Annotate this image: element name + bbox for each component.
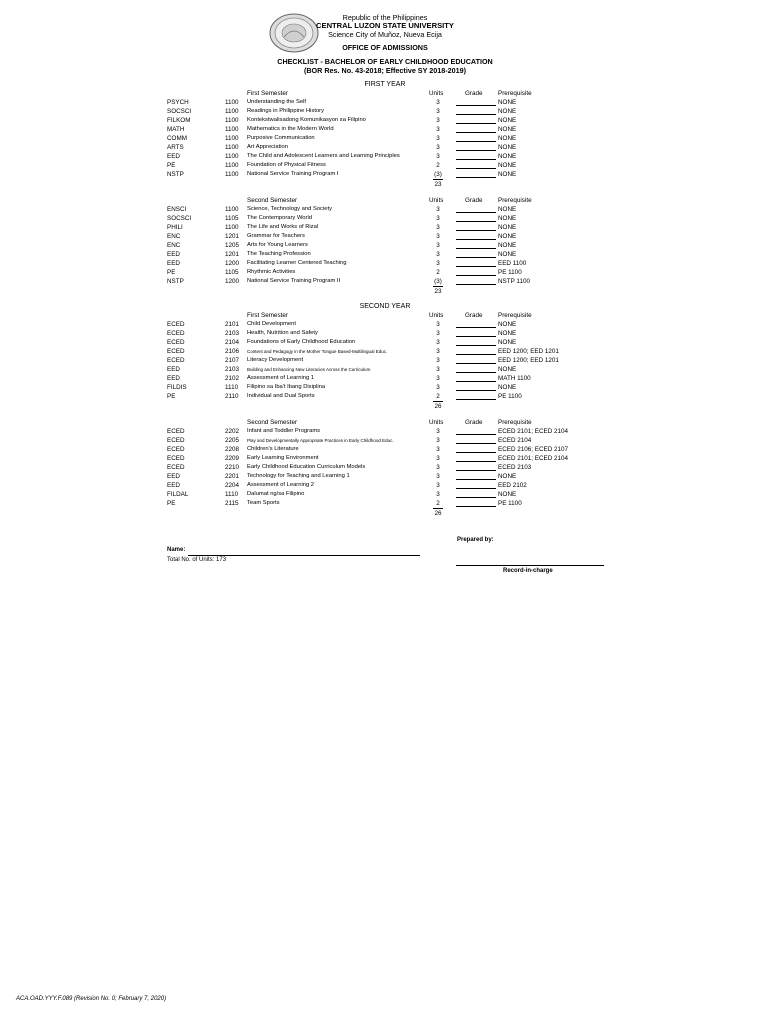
- course-units: 3: [436, 366, 440, 373]
- course-number: 2209: [225, 455, 240, 462]
- course-prerequisite: NONE: [498, 126, 517, 133]
- semester-total-units: 23: [434, 181, 442, 188]
- form-code-footer: ACA.OAD.YYY.F.089 (Revision No. 0; February 7, 2020): [16, 996, 167, 1002]
- course-prerequisite: NONE: [498, 144, 517, 151]
- course-units: 3: [436, 260, 440, 267]
- course-title: Child Development: [247, 321, 296, 327]
- course-code: ECED: [167, 464, 185, 471]
- course-units: 3: [436, 206, 440, 213]
- course-prerequisite: EED 1100: [498, 260, 527, 267]
- course-title: The Teaching Profession: [247, 251, 311, 257]
- course-code: EED: [167, 375, 180, 382]
- course-number: 2201: [225, 473, 240, 480]
- course-prerequisite: NONE: [498, 215, 517, 222]
- grade-field[interactable]: [456, 454, 496, 462]
- course-prerequisite: PE 1100: [498, 500, 522, 507]
- course-prerequisite: NONE: [498, 171, 517, 178]
- course-units: 3: [436, 215, 440, 222]
- prerequisite-header: Prerequisite: [498, 312, 532, 319]
- course-prerequisite: NONE: [498, 153, 517, 160]
- course-prerequisite: ECED 2103: [498, 464, 532, 471]
- course-prerequisite: NONE: [498, 321, 517, 328]
- total-units: Total No. of Units: 173: [167, 557, 227, 563]
- semester-label: First Semester: [247, 312, 288, 319]
- course-code: NSTP: [167, 171, 184, 178]
- grade-field[interactable]: [456, 214, 496, 222]
- semester-label: First Semester: [247, 90, 288, 97]
- course-code: ECED: [167, 357, 185, 364]
- course-prerequisite: EED 2102: [498, 482, 527, 489]
- course-number: 2202: [225, 428, 240, 435]
- course-title: Building and Enhancing New Literacies Across the Curriculum: [247, 367, 371, 372]
- name-line[interactable]: [188, 555, 420, 556]
- year-heading-second: SECOND YEAR: [359, 303, 411, 310]
- grade-field[interactable]: [456, 445, 496, 453]
- course-title: Literacy Development: [247, 357, 304, 363]
- course-units: 2: [436, 393, 440, 400]
- course-number: 1100: [225, 144, 239, 151]
- course-code: PE: [167, 269, 176, 276]
- course-number: 1201: [225, 251, 240, 258]
- course-number: 1100: [225, 126, 239, 133]
- semester-total-units: 23: [434, 288, 442, 295]
- grade-field[interactable]: [456, 499, 496, 507]
- course-code: ENSCI: [167, 206, 187, 213]
- grade-header: Grade: [465, 312, 483, 319]
- course-number: 2103: [225, 366, 240, 373]
- course-number: 2101: [225, 321, 240, 328]
- course-units: 3: [436, 437, 440, 444]
- grade-field[interactable]: [456, 472, 496, 480]
- course-units: (3): [434, 278, 442, 285]
- grade-field[interactable]: [456, 490, 496, 498]
- course-units: 3: [436, 251, 440, 258]
- course-code: EED: [167, 153, 180, 160]
- course-code: ECED: [167, 339, 185, 346]
- header-university: CENTRAL LUZON STATE UNIVERSITY: [316, 21, 454, 30]
- course-title: Play and Developmentally Appropriate Practices in Early Childhood Educ.: [247, 438, 394, 443]
- course-code: NSTP: [167, 278, 184, 285]
- course-number: 2204: [225, 482, 240, 489]
- resolution-note: (BOR Res. No. 43-2018; Effective SY 2018-2019): [303, 66, 467, 75]
- course-code: EED: [167, 366, 180, 373]
- course-prerequisite: MATH 1100: [498, 375, 531, 382]
- course-code: COMM: [167, 135, 187, 142]
- grade-field[interactable]: [456, 250, 496, 258]
- course-title: Arts for Young Learners: [247, 242, 308, 248]
- course-code: ENC: [167, 233, 181, 240]
- course-number: 1105: [225, 215, 239, 222]
- prepared-by-label: Prepared by:: [457, 537, 494, 543]
- course-code: ECED: [167, 321, 185, 328]
- course-title: Facilitating Learner Centered Teaching: [247, 260, 347, 266]
- course-title: The Child and Adolescent Learners and Learning Principles: [247, 153, 400, 159]
- course-number: 1205: [225, 242, 240, 249]
- grade-field[interactable]: [456, 427, 496, 435]
- course-title: National Service Training Program II: [247, 278, 341, 284]
- course-code: ECED: [167, 348, 185, 355]
- course-code: FILDIS: [167, 384, 187, 391]
- signature-line[interactable]: [456, 565, 604, 566]
- course-title: Rhythmic Activities: [247, 269, 296, 275]
- name-label: Name:: [167, 547, 186, 553]
- course-prerequisite: ECED 2101; ECED 2104: [498, 455, 569, 462]
- course-title: Content and Pedagogy in the Mother Tongue Based-Multilingual Educ.: [247, 349, 388, 354]
- course-number: 2103: [225, 330, 240, 337]
- course-units: 3: [436, 339, 440, 346]
- course-code: FILKOM: [167, 117, 191, 124]
- semester-total-units: 26: [434, 403, 442, 410]
- course-prerequisite: NONE: [498, 384, 517, 391]
- course-title: Early Childhood Education Curriculum Models: [247, 464, 366, 470]
- grade-field[interactable]: [456, 241, 496, 249]
- course-units: 3: [436, 321, 440, 328]
- course-title: Assessment of Learning 2: [247, 482, 315, 488]
- record-in-charge-label: Record-in-charge: [503, 568, 553, 574]
- course-number: 1200: [225, 260, 240, 267]
- grade-field[interactable]: [456, 436, 496, 444]
- checklist-title: CHECKLIST - BACHELOR OF EARLY CHILDHOOD EDUCATION: [277, 57, 493, 66]
- course-title: Infant and Toddler Programs: [247, 428, 321, 434]
- course-prerequisite: NSTP 1100: [498, 278, 530, 285]
- course-units: 2: [436, 500, 440, 507]
- course-units: 3: [436, 135, 440, 142]
- course-prerequisite: EED 1200; EED 1201: [498, 348, 559, 355]
- grade-field[interactable]: [456, 365, 496, 373]
- course-units: 3: [436, 491, 440, 498]
- grade-field[interactable]: [456, 152, 496, 160]
- course-units: 3: [436, 99, 440, 106]
- course-code: ENC: [167, 242, 181, 249]
- course-title: Dalumat ng/sa Filipino: [247, 491, 305, 497]
- grade-field[interactable]: [456, 392, 496, 400]
- course-prerequisite: NONE: [498, 251, 517, 258]
- course-units: (3): [434, 171, 442, 178]
- grade-field[interactable]: [456, 277, 496, 285]
- course-code: ECED: [167, 455, 185, 462]
- course-number: 1200: [225, 278, 240, 285]
- grade-field[interactable]: [456, 98, 496, 106]
- course-number: 1100: [225, 108, 239, 115]
- course-number: 2106: [225, 348, 240, 355]
- course-number: 1100: [225, 162, 239, 169]
- course-title: Health, Nutrition and Safety: [247, 330, 318, 336]
- grade-field[interactable]: [456, 463, 496, 471]
- prerequisite-header: Prerequisite: [498, 197, 532, 204]
- course-prerequisite: NONE: [498, 242, 517, 249]
- course-title: Foundation of Physical Fitness: [247, 162, 326, 168]
- grade-field[interactable]: [456, 107, 496, 115]
- course-title: Children's Literature: [247, 446, 299, 452]
- course-title: Early Learning Environment: [247, 455, 319, 461]
- course-code: PE: [167, 162, 176, 169]
- grade-field[interactable]: [456, 481, 496, 489]
- course-number: 1100: [225, 117, 239, 124]
- semester-label: Second Semester: [247, 419, 298, 426]
- grade-field[interactable]: [456, 205, 496, 213]
- course-number: 1110: [225, 491, 239, 498]
- course-title: Filipino sa Iba't Ibang Disiplina: [247, 384, 326, 390]
- units-header: Units: [429, 419, 444, 426]
- course-units: 3: [436, 153, 440, 160]
- course-units: 2: [436, 162, 440, 169]
- course-units: 3: [436, 473, 440, 480]
- course-units: 3: [436, 384, 440, 391]
- course-code: SOCSCI: [167, 215, 192, 222]
- course-code: EED: [167, 251, 180, 258]
- course-code: PE: [167, 500, 176, 507]
- grade-field[interactable]: [456, 338, 496, 346]
- course-code: ARTS: [167, 144, 184, 151]
- course-prerequisite: NONE: [498, 330, 517, 337]
- course-number: 1100: [225, 135, 239, 142]
- grade-field[interactable]: [456, 161, 496, 169]
- course-title: The Contemporary World: [247, 215, 312, 221]
- course-number: 2110: [225, 393, 239, 400]
- course-prerequisite: NONE: [498, 491, 517, 498]
- course-code: ECED: [167, 428, 185, 435]
- course-code: EED: [167, 260, 180, 267]
- grade-field[interactable]: [456, 125, 496, 133]
- grade-field[interactable]: [456, 134, 496, 142]
- course-title: Assessment of Learning 1: [247, 375, 315, 381]
- course-title: Readings in Philippine History: [247, 108, 325, 114]
- course-title: Understanding the Self: [247, 99, 306, 105]
- course-units: 3: [436, 455, 440, 462]
- course-units: 3: [436, 144, 440, 151]
- grade-field[interactable]: [456, 143, 496, 151]
- course-number: 2208: [225, 446, 240, 453]
- course-prerequisite: NONE: [498, 135, 517, 142]
- grade-field[interactable]: [456, 232, 496, 240]
- semester-label: Second Semester: [247, 197, 298, 204]
- course-prerequisite: NONE: [498, 99, 517, 106]
- year-heading-first: FIRST YEAR: [364, 81, 406, 88]
- course-prerequisite: PE 1100: [498, 269, 522, 276]
- course-code: PSYCH: [167, 99, 189, 106]
- course-title: The Life and Works of Rizal: [247, 224, 319, 230]
- course-number: 2102: [225, 375, 240, 382]
- grade-field[interactable]: [456, 320, 496, 328]
- course-number: 1100: [225, 99, 239, 106]
- grade-field[interactable]: [456, 259, 496, 267]
- course-units: 3: [436, 126, 440, 133]
- course-number: 1100: [225, 224, 239, 231]
- course-prerequisite: EED 1200; EED 1201: [498, 357, 559, 364]
- units-header: Units: [429, 312, 444, 319]
- grade-field[interactable]: [456, 347, 496, 355]
- course-number: 1105: [225, 269, 239, 276]
- course-number: 1110: [225, 384, 239, 391]
- grade-field[interactable]: [456, 374, 496, 382]
- course-code: EED: [167, 473, 180, 480]
- course-prerequisite: PE 1100: [498, 393, 522, 400]
- header-republic: Republic of the Philippines: [342, 13, 428, 22]
- course-title: Grammar for Teachers: [247, 233, 305, 239]
- grade-field[interactable]: [456, 268, 496, 276]
- course-prerequisite: NONE: [498, 233, 517, 240]
- course-units: 3: [436, 242, 440, 249]
- course-title: Science, Technology and Society: [247, 206, 332, 212]
- course-units: 3: [436, 224, 440, 231]
- prerequisite-header: Prerequisite: [498, 90, 532, 97]
- grade-field[interactable]: [456, 223, 496, 231]
- course-units: 3: [436, 428, 440, 435]
- course-title: Mathematics in the Modern World: [247, 126, 334, 132]
- course-units: 3: [436, 330, 440, 337]
- course-units: 3: [436, 348, 440, 355]
- course-number: 1100: [225, 206, 239, 213]
- course-units: 3: [436, 357, 440, 364]
- course-units: 3: [436, 375, 440, 382]
- course-units: 3: [436, 446, 440, 453]
- course-code: PE: [167, 393, 176, 400]
- prerequisite-header: Prerequisite: [498, 419, 532, 426]
- course-title: National Service Training Program I: [247, 171, 339, 177]
- grade-header: Grade: [465, 197, 483, 204]
- course-prerequisite: NONE: [498, 366, 517, 373]
- course-title: Team Sports: [247, 500, 280, 506]
- course-prerequisite: ECED 2106; ECED 2107: [498, 446, 569, 453]
- course-code: MATH: [167, 126, 185, 133]
- grade-field[interactable]: [456, 356, 496, 364]
- course-units: 3: [436, 108, 440, 115]
- course-prerequisite: NONE: [498, 117, 517, 124]
- course-units: 3: [436, 117, 440, 124]
- grade-field[interactable]: [456, 329, 496, 337]
- course-number: 2107: [225, 357, 240, 364]
- course-title: Foundations of Early Childhood Education: [247, 339, 356, 345]
- course-number: 1201: [225, 233, 240, 240]
- course-number: 2115: [225, 500, 239, 507]
- course-code: ECED: [167, 330, 185, 337]
- units-header: Units: [429, 90, 444, 97]
- course-number: 2104: [225, 339, 240, 346]
- course-code: ECED: [167, 446, 185, 453]
- course-number: 2210: [225, 464, 240, 471]
- course-number: 2205: [225, 437, 240, 444]
- course-prerequisite: NONE: [498, 108, 517, 115]
- course-units: 3: [436, 482, 440, 489]
- course-title: Kontekstwalisadong Komunikasyon sa Filipino: [247, 117, 366, 123]
- course-title: Individual and Dual Sports: [247, 393, 315, 399]
- course-title: Art Appreciation: [247, 144, 288, 150]
- course-number: 1100: [225, 171, 239, 178]
- header-city: Science City of Muñoz, Nueva Ecija: [328, 30, 442, 39]
- course-prerequisite: NONE: [498, 473, 517, 480]
- grade-header: Grade: [465, 90, 483, 97]
- course-prerequisite: NONE: [498, 206, 517, 213]
- course-units: 3: [436, 233, 440, 240]
- course-prerequisite: NONE: [498, 224, 517, 231]
- grade-field[interactable]: [456, 116, 496, 124]
- course-title: Technology for Teaching and Learning 1: [247, 473, 350, 479]
- course-units: 2: [436, 269, 440, 276]
- grade-field[interactable]: [456, 170, 496, 178]
- grade-header: Grade: [465, 419, 483, 426]
- course-prerequisite: ECED 2101; ECED 2104: [498, 428, 569, 435]
- course-number: 1100: [225, 153, 239, 160]
- course-code: PHILI: [167, 224, 183, 231]
- course-units: 3: [436, 464, 440, 471]
- header-office: OFFICE OF ADMISSIONS: [342, 43, 428, 52]
- course-prerequisite: NONE: [498, 339, 517, 346]
- course-title: Purposive Communication: [247, 135, 315, 141]
- course-code: ECED: [167, 437, 185, 444]
- course-code: FILDAL: [167, 491, 189, 498]
- semester-total-units: 26: [434, 510, 442, 517]
- course-prerequisite: ECED 2104: [498, 437, 532, 444]
- units-header: Units: [429, 197, 444, 204]
- course-prerequisite: NONE: [498, 162, 517, 169]
- course-code: EED: [167, 482, 180, 489]
- grade-field[interactable]: [456, 383, 496, 391]
- course-code: SOCSCI: [167, 108, 192, 115]
